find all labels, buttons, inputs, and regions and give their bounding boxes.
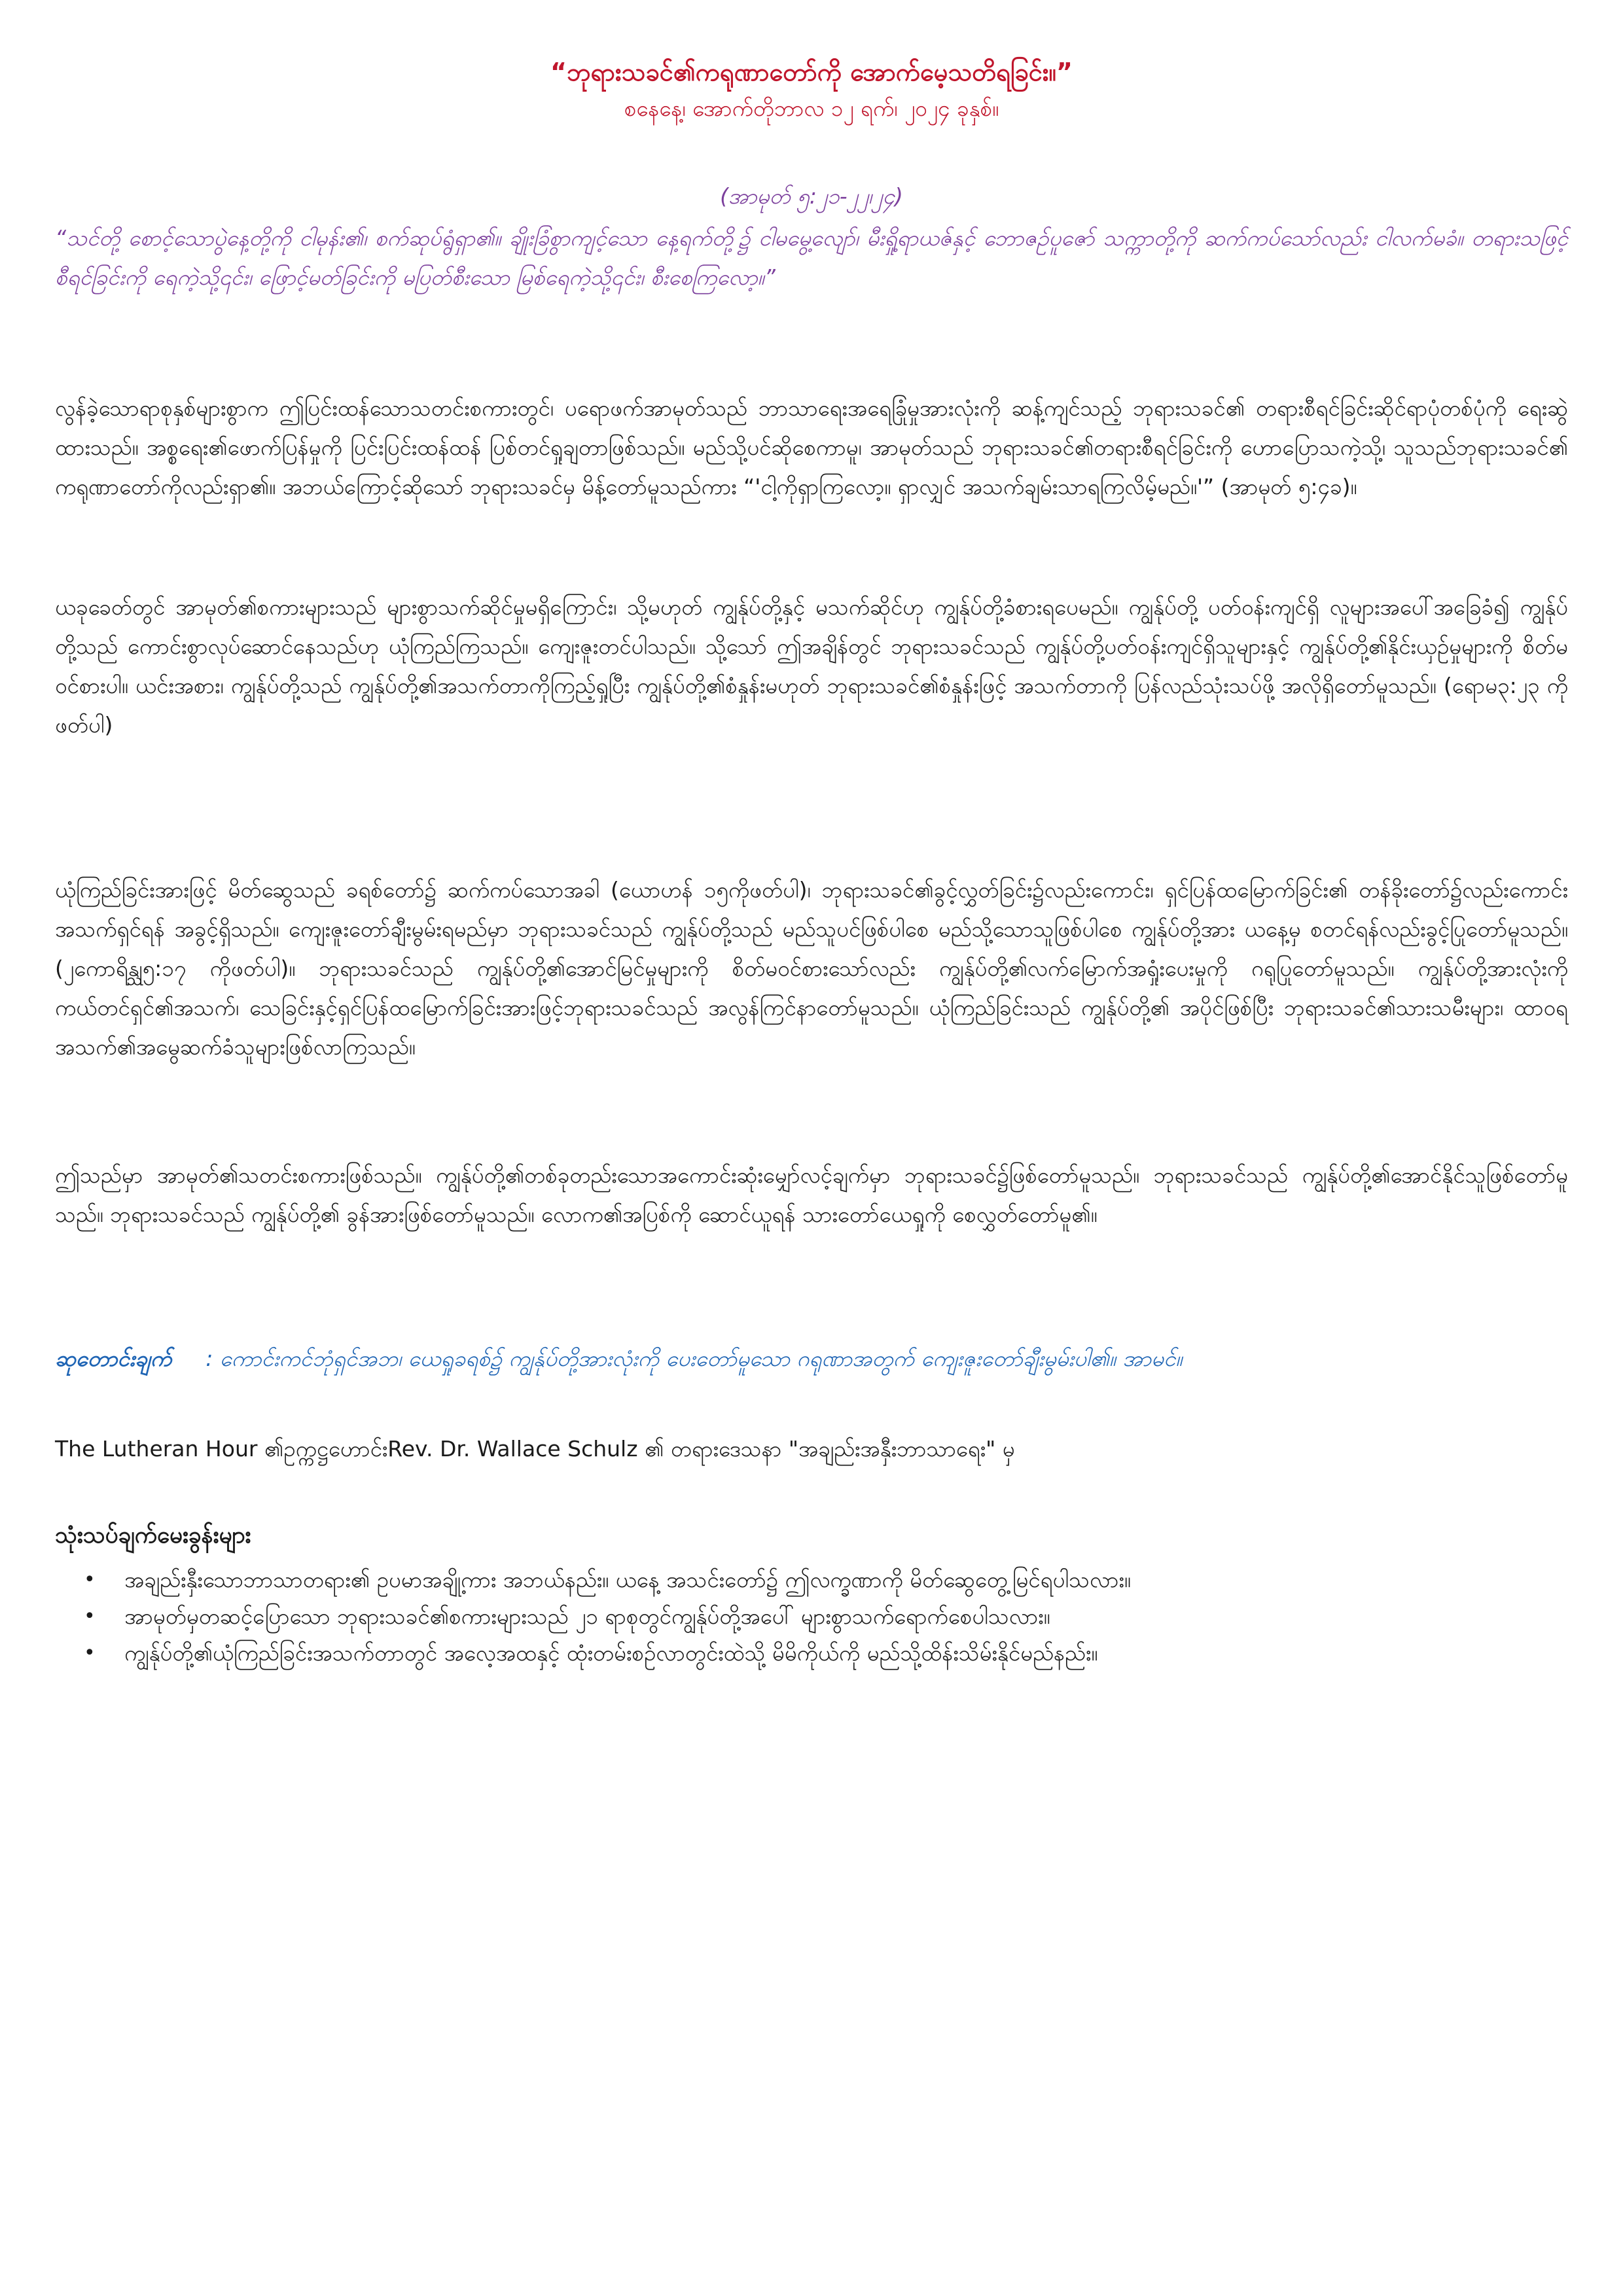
questions-list — [55, 1562, 1568, 1672]
question-item — [55, 1635, 1568, 1672]
body-paragraph-2: ယခုခေတ်တွင် အာမုတ်၏စကားများသည် များစွာသက်ဆိုင်မှုမရှိကြောင်း၊ သို့မဟုတ် ကျွန်ုပ်တို့နှင့် မသက်ဆိုင်ဟု ကျွန်ုပ်တို့ခံစားရပေမည်။ ကျွန်ုပ်တို့ ပတ်ဝန်းကျင်ရှိ လူများအပေါ်အခြေခံ၍ ကျွန်ုပ်တို့သည် ကောင်းစွာလုပ်ဆောင်နေသည်ဟု ယုံကြည်ကြသည်။ ကျေးဇူးတင်ပါသည်။ သို့သော် ဤအချိန်တွင် ဘုရားသခင်သည် ကျွန်ုပ်တို့ပတ်ဝန်းကျင်ရှိသူများနှင့် ကျွန်ုပ်တို့၏နိုင်းယှဉ်မှုများကို စိတ်မဝင်စားပါ။ ယင်းအစား၊ ကျွန်ုပ်တို့သည် ကျွန်ုပ်တို့၏အသက်တာကိုကြည့်ရှုပြီး ကျွန်ုပ်တို့၏စံနှုန်းမဟုတ် ဘုရားသခင်၏စံနှုန်းဖြင့် အသက်တာကို ပြန်လည်သုံးသပ်ဖို့ အလိုရှိတော်မူသည်။ (ရောမ၃:၂၃ ကိုဖတ်ပါ) — [55, 594, 1568, 738]
prayer-text: : ကောင်းကင်ဘုံရှင်အဘ၊ ယေရှုခရစ်၌ ကျွန်ုပ်တို့အားလုံးကို ပေးတော်မူသော ဂရုဏာအတွက် ကျေးဇူးတော်ချီးမွမ်းပါ၏။ အာမင်။ — [205, 1346, 1183, 1371]
prayer-label: ဆုတောင်းချက် — [55, 1346, 172, 1371]
source-attribution: The Lutheran Hour ၏ဥက္ကဋ္ဌဟောင်းRev. Dr. Wallace Schulz ၏ တရားဒေသနာ "အချည်းအနှီးဘာသာရေး" မှ — [55, 1436, 1015, 1462]
bullet-icon: • — [84, 1641, 96, 1664]
bullet-icon: • — [84, 1568, 96, 1591]
question-item — [55, 1598, 1568, 1635]
question-item — [55, 1562, 1568, 1598]
bullet-icon: • — [84, 1605, 96, 1628]
scripture-text: “သင်တို့ စောင့်သောပွဲနေ့တို့ကို ငါမုန်း၏၊ စက်ဆုပ်ရွံရှာ၏။ ချိုးခြံစွာကျင့်သော နေ့ရက်တို့၌ ငါမမွေ့လျော်၊ မီးရှို့ရာယဇ်နှင့် ဘောဇဉ်ပူဇော် သက္ကာတို့ကို ဆက်ကပ်သော်လည်း ငါလက်မခံ။ တရားသဖြင့် စီရင်ခြင်းကို ရေကဲ့သို့၎င်း၊ ဖြောင့်မတ်ခြင်းကို မပြတ်စီးသော မြစ်ရေကဲ့သို့၎င်း၊ စီးစေကြလော့။” — [55, 225, 1568, 290]
prayer-section — [55, 1339, 1568, 1378]
page-title: “ဘုရားသခင်၏ကရုဏာတော်ကို အောက်မေ့သတိရခြင်း။” — [550, 58, 1073, 86]
scripture-reference: (အာမုတ် ၅:၂၁-၂၂၊၂၄) — [720, 183, 903, 209]
date-line: စနေနေ့၊ အောက်တိုဘာလ ၁၂ ရက်၊ ၂၀၂၄ ခုနှစ်။ — [624, 96, 999, 121]
question-text: အာမုတ်မှတဆင့်ပြောသော ဘုရားသခင်၏စကားများသည် ၂၁ ရာစုတွင်ကျွန်ုပ်တို့အပေါ် များစွာသက်ရောက်စေပါသလား။ — [124, 1604, 1050, 1629]
body-paragraph-3: ယုံကြည်ခြင်းအားဖြင့် မိတ်ဆွေသည် ခရစ်တော်၌ ဆက်ကပ်သောအခါ (ယောဟန် ၁၅ကိုဖတ်ပါ)၊ ဘုရားသခင်၏ခွင့်လွှတ်ခြင်း၌လည်းကောင်း၊ ရှင်ပြန်ထမြောက်ခြင်း၏ တန်ခိုးတော်၌လည်းကောင်း အသက်ရှင်ရန် အခွင့်ရှိသည်။ ကျေးဇူးတော်ချီးမွမ်းရမည်မှာ ဘုရားသခင်သည် ကျွန်ုပ်တို့သည် မည်သူပင်ဖြစ်ပါစေ မည်သို့သောသူဖြစ်ပါစေ ကျွန်ုပ်တို့အား ယနေ့မှ စတင်ရန်လည်းခွင့်ပြုတော်မူသည်။ (၂ကောရိန္သု၅:၁၇ ကိုဖတ်ပါ)။ ဘုရားသခင်သည် ကျွန်ုပ်တို့၏အောင်မြင်မှုများကို စိတ်မဝင်စားသော်လည်း ကျွန်ုပ်တို့၏လက်မြောက်အရှုံးပေးမှုကို ဂရုပြုတော်မူသည်။ ကျွန်ုပ်တို့အားလုံးကို ကယ်တင်ရှင်၏အသက်၊ သေခြင်းနှင့်ရှင်ပြန်ထမြောက်ခြင်းအားဖြင့်ဘုရားသခင်သည် အလွန်ကြင်နာတော်မူသည်။ ယုံကြည်ခြင်းသည် ကျွန်ုပ်တို့၏ အပိုင်ဖြစ်ပြီး ဘုရားသခင်၏သားသမီးများ၊ ထာဝရအသက်၏အမွေဆက်ခံသူများဖြစ်လာကြသည်။ — [55, 877, 1568, 1060]
body-paragraph-4: ဤသည်မှာ အာမုတ်၏သတင်းစကားဖြစ်သည်။ ကျွန်ုပ်တို့၏တစ်ခုတည်းသောအကောင်းဆုံးမျှော်လင့်ချက်မှာ ဘုရားသခင်၌ဖြစ်တော်မူသည်။ ဘုရားသခင်သည် ကျွန်ုပ်တို့၏အောင်နိုင်သူဖြစ်တော်မူသည်။ ဘုရားသခင်သည် ကျွန်ုပ်တို့၏ ခွန်အားဖြစ်တော်မူသည်။ လောက၏အပြစ်ကို ဆောင်ယူရန် သားတော်ယေရှုကို စေလွှတ်တော်မူ၏။ — [55, 1162, 1568, 1227]
body-paragraph-1: လွန်ခဲ့သောရာစုနှစ်များစွာက ဤပြင်းထန်သောသတင်းစကားတွင်၊ ပရောဖက်အာမုတ်သည် ဘာသာရေးအရေခြုံမှုအားလုံးကို ဆန့်ကျင်သည့် ဘုရားသခင်၏ တရားစီရင်ခြင်းဆိုင်ရာပုံတစ်ပုံကို ရေးဆွဲထားသည်။ အစ္စရေး၏ဖောက်ပြန်မှုကို ပြင်းပြင်းထန်ထန် ပြစ်တင်ရှုချတာဖြစ်သည်။ မည်သို့ပင်ဆိုစေကာမူ၊ အာမုတ်သည် ဘုရားသခင်၏တရားစီရင်ခြင်းကို ဟောပြောသကဲ့သို့၊ သူသည်ဘုရားသခင်၏ ကရုဏာတော်ကိုလည်းရှာ၏။ အဘယ်ကြောင့်ဆိုသော် ဘုရားသခင်မှ မိန့်တော်မူသည်ကား “'ငါ့ကိုရှာကြလော့။ ရှာလျှင် အသက်ချမ်းသာရကြလိမ့်မည်။'” (အာမုတ် ၅:၄ခ)။ — [55, 395, 1568, 499]
question-text: ကျွန်ုပ်တို့၏ယုံကြည်ခြင်းအသက်တာတွင် အလေ့အထနှင့် ထုံးတမ်းစဉ်လာတွင်းထဲသို့ မိမိကိုယ်ကို မည်သို့ထိန်းသိမ်းနိုင်မည်နည်း။ — [124, 1640, 1098, 1666]
question-text: အချည်းနှီးသောဘာသာတရား၏ ဥပမာအချို့ကား အဘယ်နည်း။ ယနေ့ အသင်းတော်၌ ဤလက္ခဏာကို မိတ်ဆွေတွေ့မြင်ရပါသလား။ — [124, 1567, 1131, 1592]
questions-heading: သုံးသပ်ချက်မေးခွန်းများ — [55, 1522, 251, 1549]
